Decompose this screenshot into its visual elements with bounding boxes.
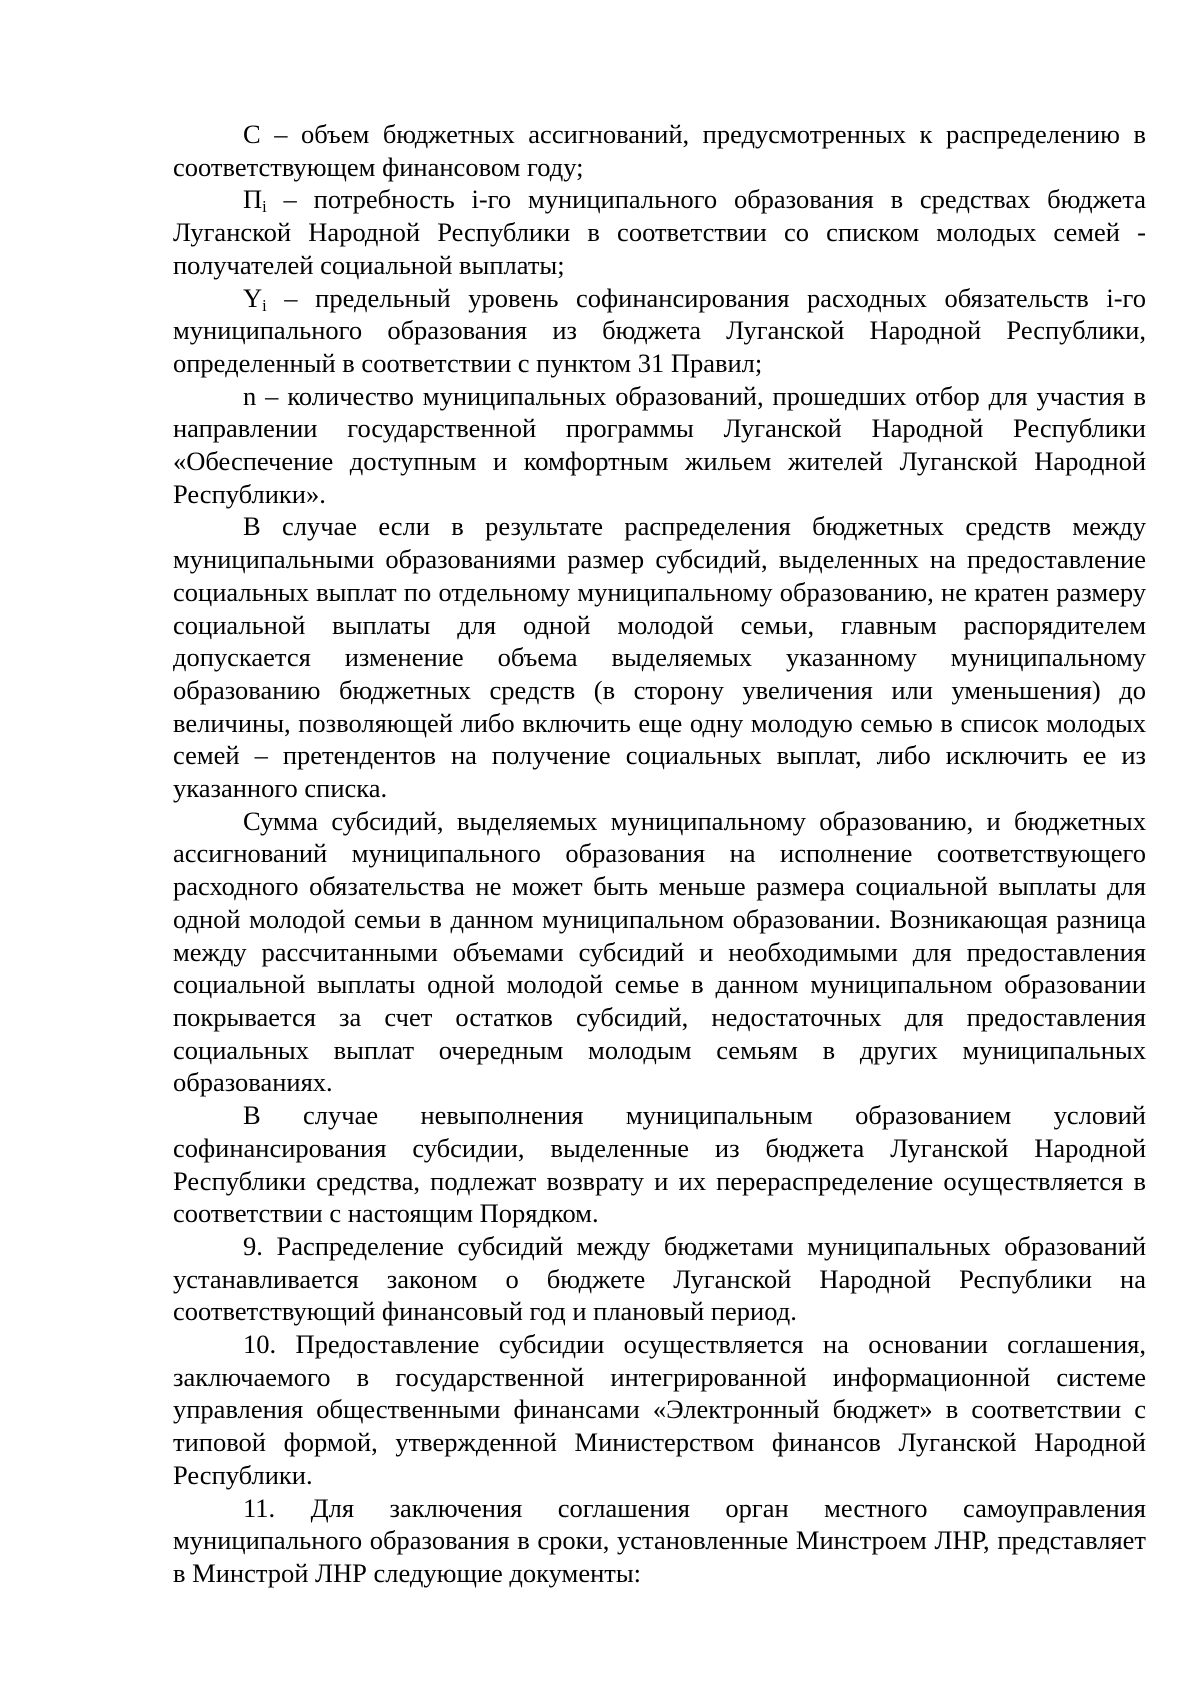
symbol: П bbox=[243, 184, 263, 215]
subscript: i bbox=[262, 197, 267, 217]
definition-text: – количество муниципальных образований, прошедших отбор для участия в направлении государственной программы Луганской Народной Республики «Обеспечение доступным и комфортным жильем жителей Луганской Народной Республики». bbox=[173, 380, 1146, 509]
definition-text: – объем бюджетных ассигнований, предусмотренных к распределению в соответствующем финансовом году; bbox=[173, 119, 1146, 182]
clause-9: 9. Распределение субсидий между бюджетами муниципальных образований устанавливается законом о бюджете Луганской Народной Республики на соответствующий финансовый год и плановый период. bbox=[173, 1230, 1146, 1327]
definition-text: – потребность i-го муниципального образования в средствах бюджета Луганской Народной Республики в соответствии со списком молодых семей - получателей социальной выплаты; bbox=[173, 184, 1146, 280]
paragraph-non-fulfillment: В случае невыполнения муниципальным образованием условий софинансирования субсидии, выделенные из бюджета Луганской Народной Республики средства, подлежат возврату и их перераспределение осуществляется в соответствии с настоящим Порядком. bbox=[173, 1100, 1146, 1229]
symbol: n bbox=[243, 380, 257, 411]
document-page bbox=[173, 118, 1146, 1590]
definition-c bbox=[173, 118, 1146, 183]
clause-10: 10. Предоставление субсидии осуществляется на основании соглашения, заключаемого в государственной интегрированной информационной системе управления общественными финансами «Электронный бюджет» в соответствии с типовой формой, утвержденной Министерством финансов Луганской Народной Республики. bbox=[173, 1329, 1146, 1490]
definition-n bbox=[173, 380, 1146, 511]
definition-text: – предельный уровень софинансирования расходных обязательств i-го муниципального образования из бюджета Луганской Народной Республики, определенный в соответствии с пунктом 31 Правил; bbox=[173, 282, 1146, 378]
definition-p-i bbox=[173, 183, 1146, 281]
symbol: Y bbox=[243, 282, 263, 313]
paragraph-subsidy-sum: Сумма субсидий, выделяемых муниципальному образованию, и бюджетных ассигнований муниципального образования на исполнение соответствующего расходного обязательства не может быть меньше размера социальной выплаты для одной молодой семьи в данном муниципальном образовании. Возникающая разница между рассчитанными объемами субсидий и необходимыми для предоставления социальной выплаты одной молодой семье в данном муниципальном образовании покрывается за счет остатков субсидий, недостаточных для предоставления социальных выплат очередным молодым семьям в других муниципальных образованиях. bbox=[173, 805, 1146, 1098]
clause-11: 11. Для заключения соглашения орган местного самоуправления муниципального образования в сроки, установленные Минстроем ЛНР, представляет в Минстрой ЛНР следующие документы: bbox=[173, 1492, 1146, 1588]
symbol: С bbox=[243, 119, 261, 149]
definition-y-i bbox=[173, 282, 1146, 380]
paragraph-distribution-adjustment: В случае если в результате распределения бюджетных средств между муниципальными образованиями размер субсидий, выделенных на предоставление социальных выплат по отдельному муниципальному образованию, не кратен размеру социальной выплаты для одной молодой семьи, главным распорядителем допускается изменение объема выделяемых указанному муниципальному образованию бюджетных средств (в сторону увеличения или уменьшения) до величины, позволяющей либо включить еще одну молодую семью в список молодых семей – претендентов на получение социальных выплат, либо исключить ее из указанного списка. bbox=[173, 511, 1146, 804]
subscript: i bbox=[262, 295, 267, 315]
